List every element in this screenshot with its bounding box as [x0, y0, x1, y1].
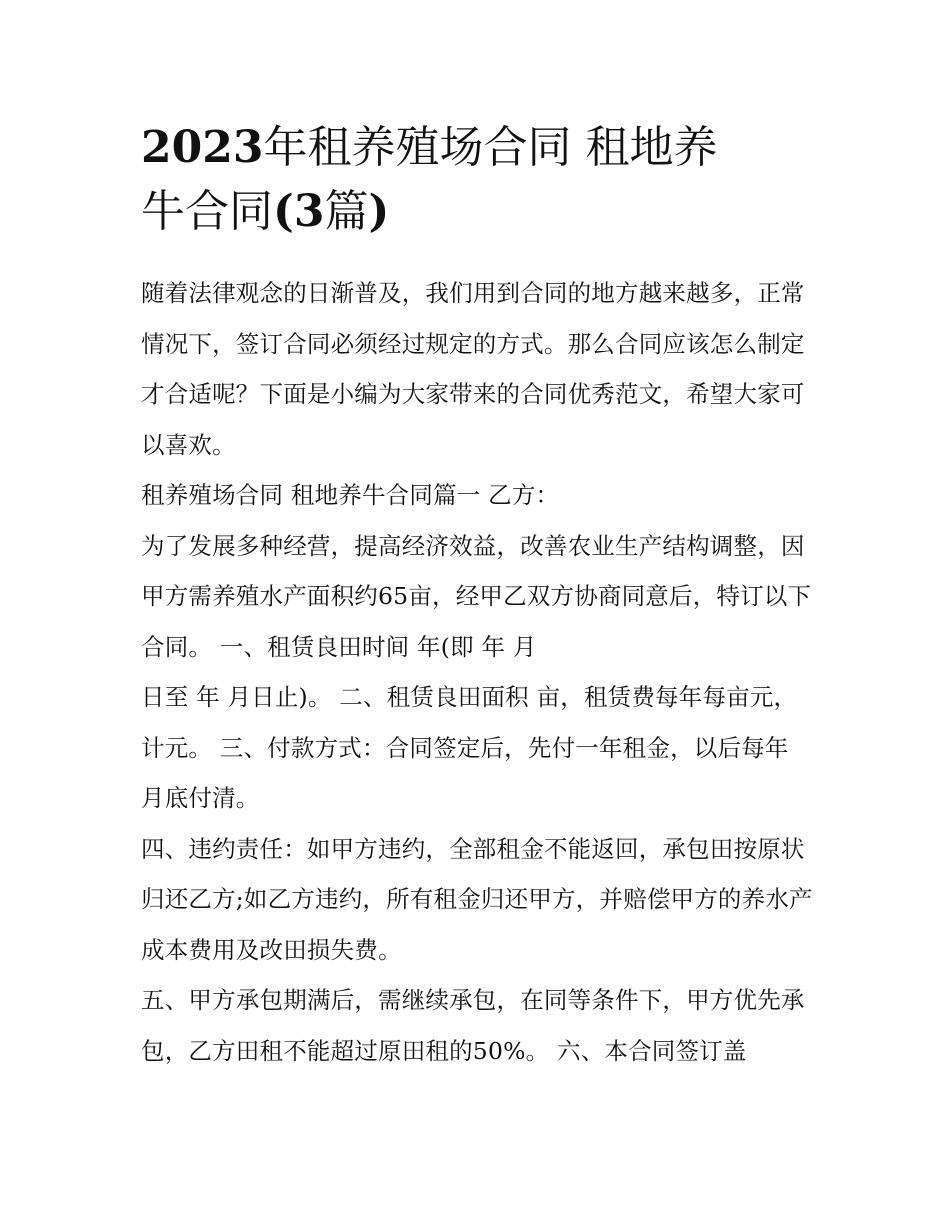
document-page [141, 116, 813, 1076]
title-year: 2023 [141, 122, 264, 173]
title-count: (3 [273, 186, 325, 237]
document-title [141, 116, 813, 244]
title-unit: 篇 [324, 186, 369, 237]
paragraph-heading: 租养殖场合同 租地养牛合同篇一 乙方： [141, 481, 560, 509]
document-body [141, 268, 813, 1076]
paragraph-renewal: 五、甲方承包期满后，需继续承包，在同等条件下，甲方优先承包，乙方田租不能超过原田租的50%。 六、本合同签订盖 [141, 986, 805, 1065]
paragraph-intro: 随着法律观念的日渐普及，我们用到合同的地方越来越多，正常情况下，签订合同必须经过规定的方式。那么合同应该怎么制定才合适呢？下面是小编为大家带来的合同优秀范文，希望大家可以喜欢。 [141, 279, 805, 459]
title-line2-text: 牛合同 [141, 186, 273, 237]
title-close-paren: ) [368, 186, 390, 237]
paragraph-purpose: 为了发展多种经营，提高经济效益，改善农业生产结构调整，因甲方需养殖水产面积约65亩，经甲乙双方协商同意后，特订以下合同。 一、租赁良田时间 年(即 年 月 [141, 531, 812, 661]
paragraph-terms: 日至 年 月日止)。 二、租赁良田面积 亩，租赁费每年每亩元，计元。 三、付款方式：合同签定后，先付一年租金，以后每年 月底付清。 [141, 683, 798, 812]
title-line1-text: 年租养殖场合同 租地养 [263, 122, 718, 173]
paragraph-breach: 四、违约责任：如甲方违约，全部租金不能返回，承包田按原状归还乙方;如乙方违约，所有租金归还甲方，并赔偿甲方的养水产成本费用及改田损失费。 [141, 834, 813, 964]
